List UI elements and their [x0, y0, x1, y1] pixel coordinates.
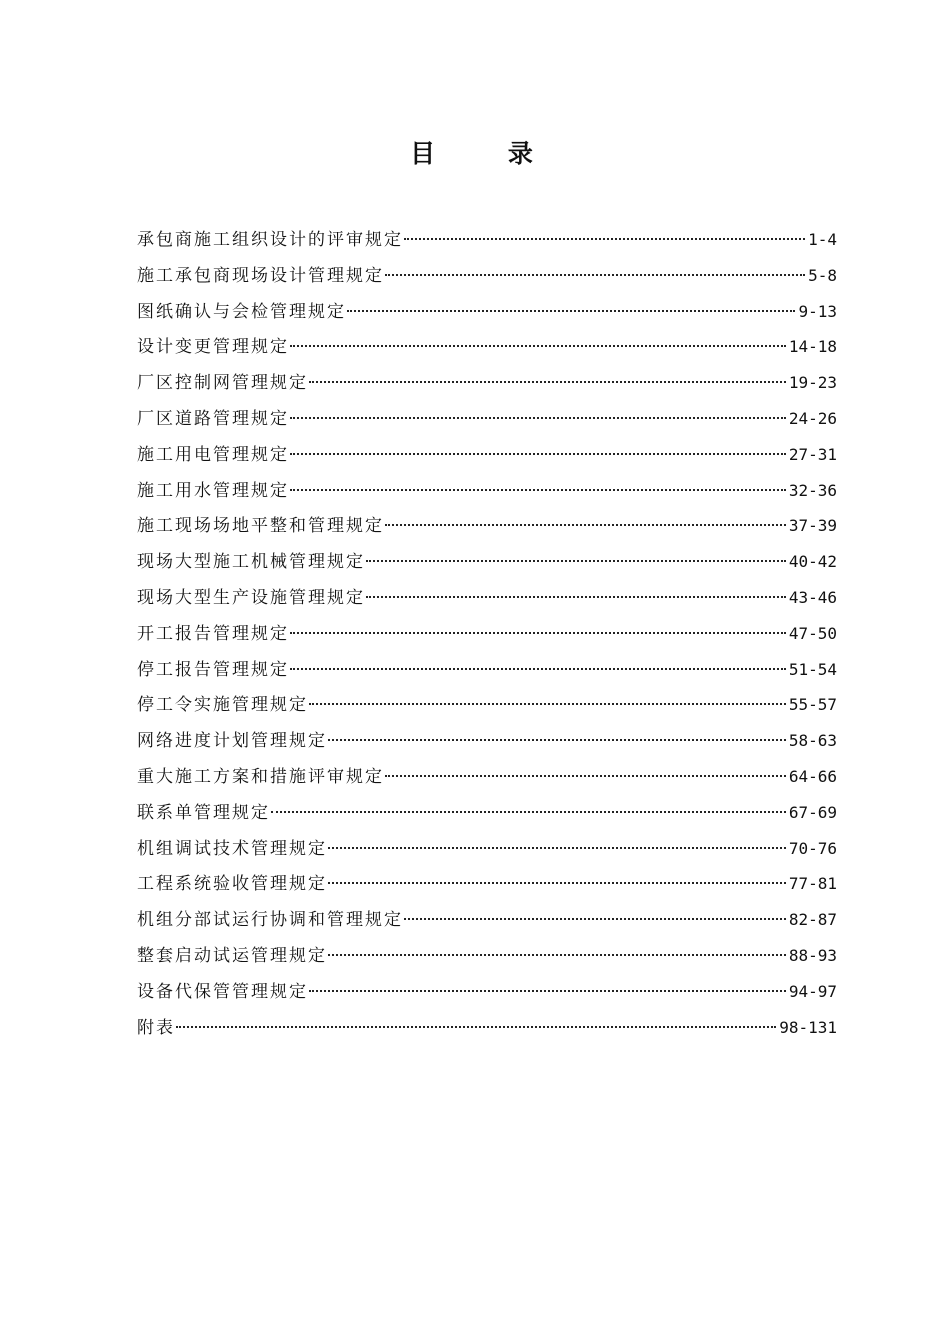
toc-entry [137, 580, 837, 616]
toc-dot-leader [347, 310, 795, 312]
toc-entry-label: 开工报告管理规定 [137, 623, 289, 644]
toc-entry-page-range: 1-4 [808, 230, 837, 249]
toc-entry-page-range: 77-81 [788, 874, 837, 894]
toc-dot-leader [404, 918, 786, 920]
toc-entry-label: 施工用水管理规定 [137, 480, 289, 501]
toc-dot-leader [385, 775, 786, 777]
toc-entry-label: 厂区控制网管理规定 [137, 373, 308, 394]
toc-entry [137, 902, 837, 938]
toc-entry-page-range: 64-66 [788, 766, 837, 786]
toc-dot-leader [328, 739, 786, 741]
toc-entry-page-range: 70-76 [788, 838, 837, 858]
toc-dot-leader [290, 417, 786, 419]
toc-entry-page-range: 43-46 [788, 587, 837, 607]
toc-entry [137, 1010, 837, 1046]
toc-entry-label: 设计变更管理规定 [137, 337, 289, 358]
toc-entry [137, 544, 837, 580]
toc-entry-label: 图纸确认与会检管理规定 [137, 301, 346, 322]
toc-entry [137, 258, 837, 294]
toc-entry-page-range: 98-131 [779, 1017, 837, 1037]
toc-dot-leader [290, 489, 786, 491]
toc-entry [137, 437, 837, 473]
toc-dot-leader [290, 453, 786, 455]
toc-entry [137, 831, 837, 867]
toc-entry-page-range: 47-50 [788, 623, 837, 643]
toc-entry-page-range: 40-42 [788, 552, 837, 572]
toc-dot-leader [290, 345, 786, 347]
toc-entry-page-range: 19-23 [788, 373, 837, 393]
toc-entry [137, 759, 837, 795]
toc-dot-leader [404, 238, 805, 240]
toc-entry [137, 401, 837, 437]
toc-entry-page-range: 27-31 [788, 444, 837, 464]
toc-dot-leader [328, 954, 786, 956]
toc-entry-label: 网络进度计划管理规定 [137, 731, 327, 752]
toc-dot-leader [271, 811, 786, 813]
toc-entry-page-range: 37-39 [788, 516, 837, 536]
toc-entry [137, 294, 837, 330]
toc-entry [137, 723, 837, 759]
toc-dot-leader [385, 274, 805, 276]
toc-dot-leader [385, 524, 786, 526]
toc-entry-page-range: 51-54 [788, 659, 837, 679]
toc-entry [137, 795, 837, 831]
toc-entry-label: 施工用电管理规定 [137, 444, 289, 465]
toc-entry-label: 厂区道路管理规定 [137, 408, 289, 429]
toc-entry-page-range: 88-93 [788, 945, 837, 965]
toc-entry-page-range: 24-26 [788, 408, 837, 428]
toc-entry-label: 附表 [137, 1017, 175, 1038]
toc-entry-label: 重大施工方案和措施评审规定 [137, 766, 384, 787]
page-title: 目 录 [410, 139, 565, 168]
toc-dot-leader [290, 632, 786, 634]
toc-entry [137, 974, 837, 1010]
toc-entry [137, 616, 837, 652]
toc-entry [137, 687, 837, 723]
toc-entry [137, 508, 837, 544]
toc-entry-label: 机组分部试运行协调和管理规定 [137, 910, 403, 931]
toc-dot-leader [366, 560, 786, 562]
toc-entry-label: 施工现场场地平整和管理规定 [137, 516, 384, 537]
toc-entry-page-range: 67-69 [788, 802, 837, 822]
toc-entry-label: 机组调试技术管理规定 [137, 838, 327, 859]
toc-dot-leader [366, 596, 786, 598]
toc-entry-label: 停工报告管理规定 [137, 659, 289, 680]
toc-dot-leader [309, 990, 786, 992]
toc-dot-leader [176, 1026, 776, 1028]
toc-entry-label: 联系单管理规定 [137, 802, 270, 823]
toc-entry-page-range: 5-8 [808, 265, 837, 285]
toc-entry-label: 现场大型施工机械管理规定 [137, 552, 365, 573]
toc-dot-leader [290, 668, 786, 670]
toc-entry-page-range: 58-63 [788, 731, 837, 751]
toc-entry-page-range: 55-57 [788, 695, 837, 715]
toc-entry [137, 329, 837, 365]
toc-entry-label: 现场大型生产设施管理规定 [137, 587, 365, 608]
toc-entry-label: 施工承包商现场设计管理规定 [137, 265, 384, 286]
toc-entry [137, 473, 837, 509]
toc-entry [137, 365, 837, 401]
toc-entry-page-range: 14-18 [788, 337, 837, 357]
toc-entry [137, 866, 837, 902]
toc-entry-label: 停工令实施管理规定 [137, 695, 308, 716]
toc-dot-leader [328, 847, 786, 849]
toc-entry [137, 222, 837, 258]
toc-entry-label: 整套启动试运管理规定 [137, 945, 327, 966]
toc-entry-page-range: 32-36 [788, 480, 837, 500]
toc-entry-page-range: 94-97 [788, 981, 837, 1001]
table-of-contents [137, 222, 837, 1045]
toc-entry [137, 652, 837, 688]
toc-dot-leader [309, 703, 786, 705]
toc-entry [137, 938, 837, 974]
toc-entry-page-range: 9-13 [798, 301, 837, 321]
toc-dot-leader [328, 882, 786, 884]
toc-entry-label: 设备代保管管理规定 [137, 981, 308, 1002]
toc-dot-leader [309, 381, 786, 383]
toc-entry-label: 工程系统验收管理规定 [137, 874, 327, 895]
toc-entry-page-range: 82-87 [788, 910, 837, 930]
toc-entry-label: 承包商施工组织设计的评审规定 [137, 230, 403, 250]
